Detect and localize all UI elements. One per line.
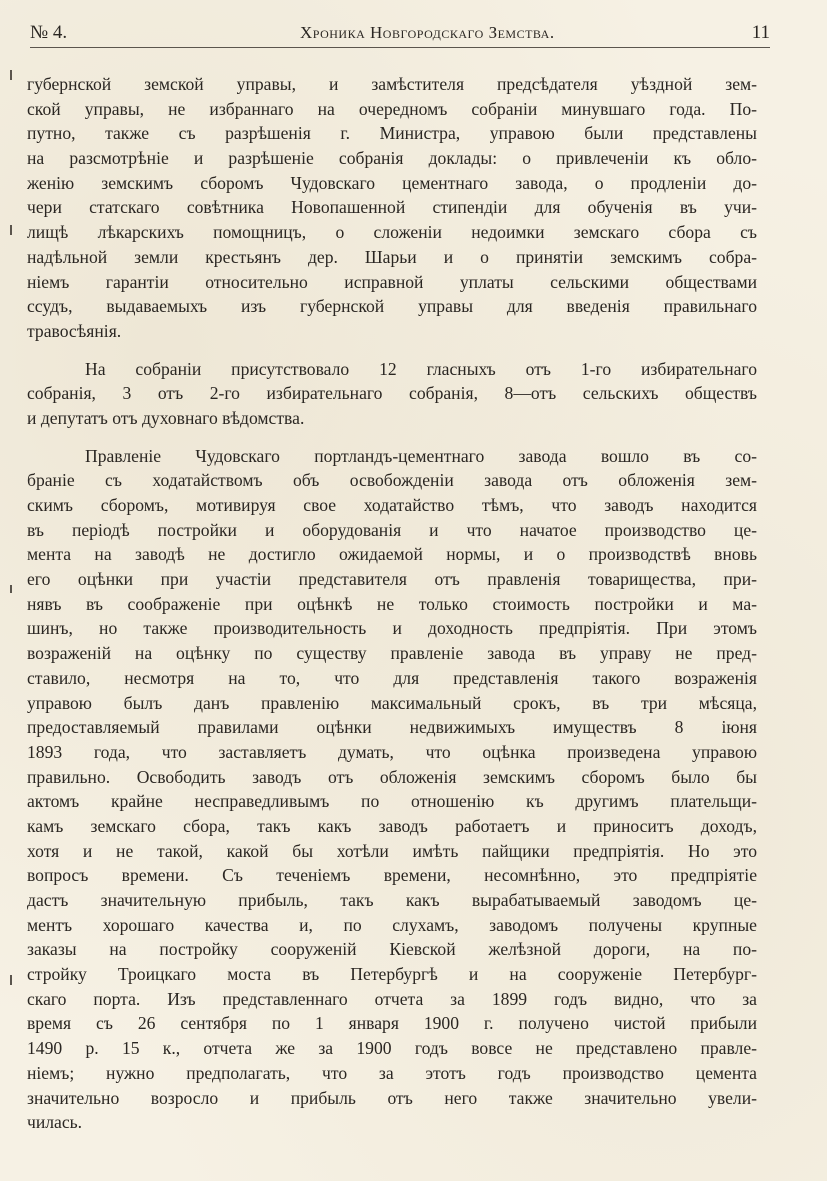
- text-line: управою былъ данъ правленію максимальный срокъ, въ три мѣсяца,: [27, 692, 757, 713]
- margin-mark: [10, 70, 12, 80]
- text-line: ссудъ, выдаваемыхъ изъ губернской управы для введенія правильнаго: [27, 296, 757, 317]
- text-line: собранія, 3 отъ 2-го избирательнаго собранія, 8—отъ сельскихъ обществъ: [27, 383, 757, 404]
- header-rule: [30, 47, 770, 48]
- text-line: актомъ крайне несправедливымъ по отношенію къ другимъ плательщи-: [27, 791, 757, 812]
- text-line: возраженій на оцѣнку по существу правленіе завода въ управу не пред-: [27, 643, 757, 664]
- body-text: [27, 72, 757, 1135]
- text-line: дастъ значительную прибыль, такъ какъ вырабатываемый заводомъ це-: [27, 890, 757, 910]
- text-line: лищѣ лѣкарскихъ помощницъ, о сложеніи недоимки земскаго сбора съ: [27, 222, 757, 243]
- issue-number: № 4.: [30, 22, 68, 43]
- text-line: путно, также съ разрѣшенія г. Министра, управою были представлены: [27, 123, 757, 144]
- text-line: На собраніи присутствовало 12 гласныхъ отъ 1-го избирательнаго: [85, 358, 757, 379]
- text-line: скаго порта. Изъ представленнаго отчета за 1899 годъ видно, что за: [27, 988, 757, 1009]
- text-line: время съ 26 сентября по 1 января 1900 г. получено чистой прибыли: [27, 1013, 757, 1034]
- text-line: 1490 р. 15 к., отчета же за 1900 годъ вовсе не представлено правле-: [27, 1038, 757, 1059]
- text-line: нявъ въ соображеніе при оцѣнкѣ не только стоимость постройки и ма-: [27, 593, 757, 614]
- text-line: на разсмотрѣніе и разрѣшеніе собранія доклады: о привлеченіи къ обло-: [27, 148, 757, 169]
- text-line: камъ земскаго сбора, такъ какъ заводъ работаетъ и приноситъ доходъ,: [27, 815, 757, 836]
- text-line: чери статскаго совѣтника Новопашенной стипендіи для обученія въ учи-: [27, 197, 757, 218]
- text-line: надѣльной земли крестьянъ дер. Шарьи и о принятіи земскимъ собра-: [27, 246, 757, 267]
- text-line: стройку Троицкаго моста въ Петербургѣ и на сооруженіе Петербург-: [27, 964, 757, 985]
- margin-mark: [10, 225, 12, 235]
- text-line: и депутатъ отъ духовнаго вѣдомства.: [27, 407, 305, 428]
- paragraph-3: [27, 444, 757, 1135]
- text-line: ставило, несмотря на то, что для представленія такого возраженія: [27, 667, 757, 688]
- text-line: хотя и не такой, какой бы хотѣли имѣть пайщики предпріятія. Но это: [27, 840, 757, 861]
- text-line: женію земскимъ сборомъ Чудовскаго цементнаго завода, о продленіи до-: [27, 172, 757, 193]
- text-line: шинъ, но также производительность и доходность предпріятія. При этомъ: [27, 618, 757, 639]
- paragraph-1: [27, 72, 757, 344]
- text-line: правильно. Освободить заводъ отъ обложенія земскимъ сборомъ было бы: [27, 766, 757, 787]
- text-line: ніемъ гарантіи относительно исправной уплаты сельскими обществами: [27, 271, 757, 292]
- text-line: травосѣянія.: [27, 320, 122, 341]
- margin-mark: [10, 585, 12, 593]
- text-line: 1893 года, что заставляетъ думать, что оцѣнка произведена управою: [27, 741, 757, 762]
- text-line: въ періодѣ постройки и оборудованія и что начатое производство це-: [27, 519, 757, 540]
- text-line: вопросъ времени. Съ теченіемъ времени, несомнѣнно, это предпріятіе: [27, 865, 757, 886]
- page-number: 11: [751, 22, 770, 43]
- text-line: чилась.: [27, 1112, 83, 1133]
- text-line: значительно возросло и прибыль отъ него также значительно увели-: [27, 1087, 757, 1108]
- text-line: браніе съ ходатайствомъ объ освобожденіи завода отъ обложенія зем-: [27, 470, 757, 491]
- running-header: [30, 22, 770, 46]
- text-line: скимъ сборомъ, мотивируя свое ходатайство тѣмъ, что заводъ находится: [27, 495, 757, 515]
- margin-mark: [10, 975, 12, 985]
- paragraph-2: [27, 357, 757, 431]
- text-line: его оцѣнки при участіи представителя отъ правленія товарищества, при-: [27, 569, 757, 590]
- text-line: ментъ хорошаго качества и, по слухамъ, заводомъ получены крупные: [27, 914, 757, 935]
- text-line: мента на заводѣ не достигло ожидаемой нормы, и о производствѣ вновь: [27, 544, 757, 565]
- text-line: Правленіе Чудовскаго портландъ-цементнаго завода вошло въ со-: [85, 445, 757, 466]
- text-line: предоставляемый правилами оцѣнки недвижимыхъ имуществъ 8 іюня: [27, 717, 757, 738]
- text-line: ской управы, не избраннаго на очередномъ собраніи минувшаго года. По-: [27, 98, 757, 119]
- text-line: заказы на постройку сооруженій Кіевской желѣзной дороги, на по-: [27, 939, 757, 960]
- text-line: ніемъ; нужно предполагать, что за этотъ годъ производство цемента: [27, 1062, 757, 1083]
- text-line: губернской земской управы, и замѣстителя предсѣдателя уѣздной зем-: [27, 74, 757, 94]
- journal-title: Хроника Новгородскаго Земства.: [300, 23, 555, 42]
